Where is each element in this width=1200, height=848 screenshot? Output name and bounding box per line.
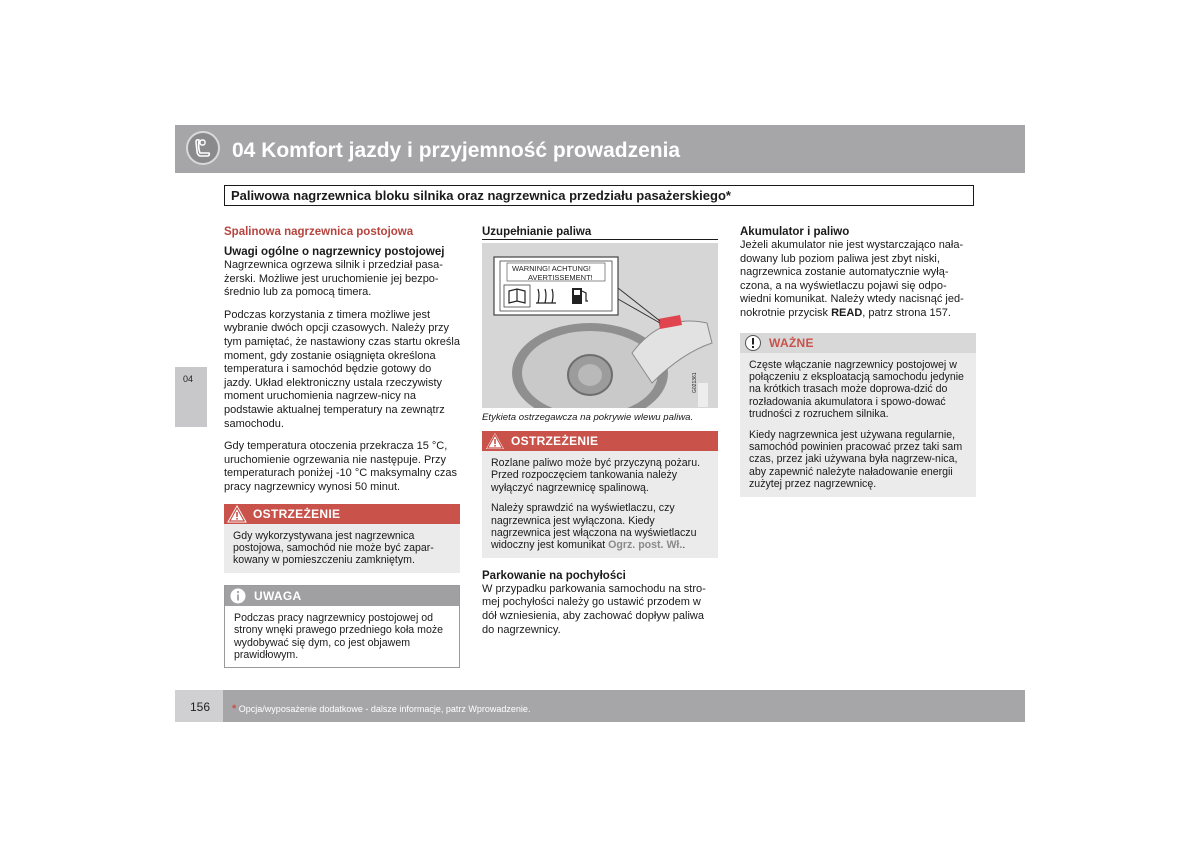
footnote-text: Opcja/wyposażenie dodatkowe - dalsze informacje, patrz Wprowadzenie. bbox=[238, 704, 531, 714]
info-icon bbox=[228, 587, 248, 605]
chapter-side-tab bbox=[175, 367, 207, 427]
seat-icon bbox=[186, 131, 220, 165]
column-2 bbox=[482, 226, 718, 646]
warning-box bbox=[482, 431, 718, 558]
important-text: Kiedy nagrzewnica jest używana regularnie, samochód powinien pracować przez taki sam czas, przez jaki używana była nagrzew-nica, aby zapewnić należyte naładowanie energii zużytej przez nagrzewnicę. bbox=[749, 428, 963, 491]
important-text: Częste włączanie nagrzewnicy postojowej w połączeniu z eksploatacją samochodu jedynie na krótkich trasach może doprowa-dzić do rozładowania akumulatora i spowo-dować trudności z rozruchem silnika. bbox=[749, 358, 964, 421]
note-label: UWAGA bbox=[254, 588, 302, 603]
paragraph: Gdy temperatura otoczenia przekracza 15 °C, uruchomienie ogrzewania nie następuje. Przy temperaturach poniżej -10 °C maksymalny czas pracy nagrzewnicy wynosi 50 minut. bbox=[224, 440, 458, 493]
chapter-title: 04 Komfort jazdy i przyjemność prowadzenia bbox=[232, 139, 681, 162]
footnote bbox=[232, 703, 530, 715]
read-button-name: READ bbox=[831, 306, 863, 319]
warning-text-part: . bbox=[682, 539, 686, 552]
section-title-box bbox=[224, 185, 974, 206]
figure-label-line2: AVERTISSEMENT! bbox=[528, 273, 593, 282]
side-tab-label: 04 bbox=[183, 374, 194, 384]
topic-heading: Spalinowa nagrzewnica postojowa bbox=[224, 226, 414, 238]
warning-text bbox=[491, 502, 710, 552]
note-header bbox=[225, 586, 459, 606]
warning-header bbox=[482, 431, 718, 451]
subheading-parking: Parkowanie na pochyłości bbox=[482, 569, 626, 582]
warning-text-part: Należy sprawdzić na wyświetlaczu, czy nagrzewnica jest wyłączona. Kiedy nagrzewnica jest włączona na wyświetlaczu widoczny jest komunikat bbox=[491, 502, 697, 552]
warning-triangle-icon bbox=[227, 505, 247, 523]
figure-code: G021361 bbox=[692, 372, 698, 393]
subheading-refuelling: Uzupełnianie paliwa bbox=[482, 226, 718, 240]
figure-label-line1: WARNING! ACHTUNG! bbox=[512, 264, 591, 273]
section-title: Paliwowa nagrzewnica bloku silnika oraz nagrzewnica przedziału pasażerskiego* bbox=[231, 188, 731, 203]
warning-triangle-icon bbox=[485, 432, 505, 450]
warning-text: Gdy wykorzystywana jest nagrzewnica postojowa, samochód nie może być zapar-kowany w pomieszczeniu zamkniętym. bbox=[233, 529, 434, 567]
important-label: WAŻNE bbox=[769, 335, 814, 350]
paragraph: Nagrzewnica ogrzewa silnik i przedział pasa-żerski. Możliwe jest uruchomienie jej bezpo-średnio lub za pomocą timera. bbox=[224, 259, 443, 299]
important-body bbox=[740, 353, 976, 497]
paragraph bbox=[740, 239, 976, 321]
subheading-battery: Akumulator i paliwo bbox=[740, 226, 850, 238]
paragraph-part: Jeżeli akumulator nie jest wystarczająco nała-dowany lub poziom paliwa jest zbyt niski, nagrzewnica zostanie automatycznie wyłą-czona, a na wyświetlaczu pojawi się odpo-wiedni komunikat. Należy wtedy nacisnąć jed-nokrotnie przycisk bbox=[740, 239, 964, 319]
warning-box bbox=[224, 504, 460, 573]
important-box bbox=[740, 333, 976, 497]
fuel-flap-illustration bbox=[482, 243, 718, 408]
display-message: Ogrz. post. Wł. bbox=[608, 539, 683, 552]
exclamation-icon bbox=[743, 334, 763, 352]
warning-text: Rozlane paliwo może być przyczyną pożaru. Przed rozpoczęciem tankowania należy wyłączyć nagrzewnicę spalinową. bbox=[491, 457, 701, 494]
warning-label: OSTRZEŻENIE bbox=[253, 506, 341, 521]
note-text: Podczas pracy nagrzewnicy postojowej od strony wnęki prawego przedniego koła może wydobywać się dym, co jest objawem prawidłowym. bbox=[234, 611, 444, 661]
paragraph-part: , patrz strona 157. bbox=[862, 306, 951, 319]
warning-label: OSTRZEŻENIE bbox=[511, 434, 599, 448]
warning-header bbox=[224, 504, 460, 524]
subheading-general: Uwagi ogólne o nagrzewnicy postojowej bbox=[224, 246, 445, 258]
paragraph: W przypadku parkowania samochodu na stro-mej pochyłości należy go ustawić przodem w dół wzniesienia, aby zachować dopływ paliwa do nagrzewnicy. bbox=[482, 582, 706, 636]
figure-caption: Etykieta ostrzegawcza na pokrywie wlewu paliwa. bbox=[482, 412, 694, 423]
important-header bbox=[740, 333, 976, 353]
paragraph: Podczas korzystania z timera możliwe jest wybranie dwóch opcji czasowych. Należy przy tym pamiętać, że nastawiony czas startu określa moment, gdy zostanie osiągnięta określona temperatura i samochód będzie gotowy do jazdy. Układ elektroniczny ustala rzeczywisty moment uruchomienia nagrzew-nicy na podstawie aktualnej temperatury na zewnątrz samochodu. bbox=[224, 308, 460, 430]
warning-body bbox=[482, 451, 718, 558]
column-1 bbox=[224, 226, 460, 668]
footnote-star: * bbox=[232, 703, 237, 715]
note-box bbox=[224, 585, 460, 669]
page-number: 156 bbox=[190, 700, 211, 714]
column-3 bbox=[740, 226, 976, 497]
